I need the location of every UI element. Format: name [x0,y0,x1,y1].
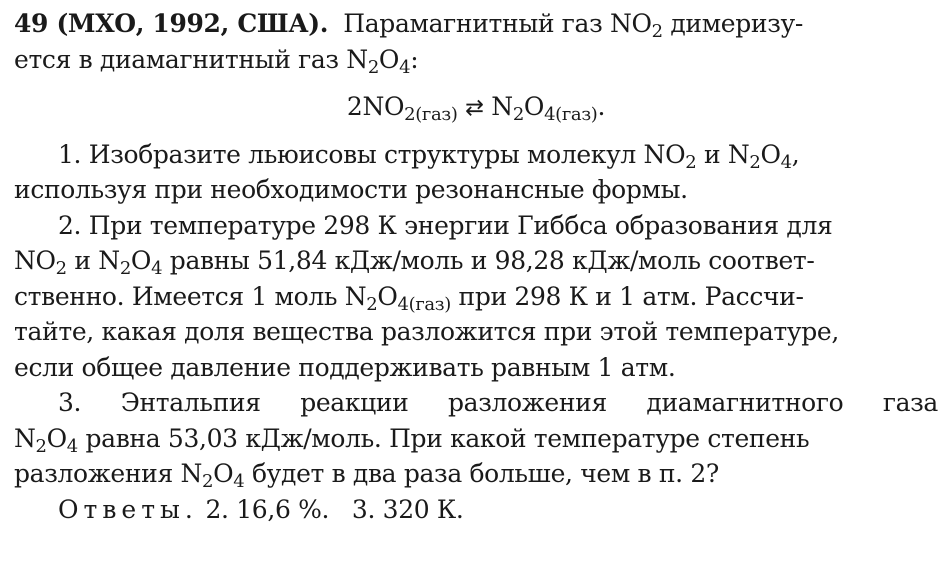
question-2-line-1: 2. При температуре 298 К энергии Гиббса образования для [58,210,833,240]
intro-text-1: Парамагнитный газ $NO_2$ димеризу- [343,9,803,43]
question-3-line-1: 3. Энтальпия реакции разложения диамагнитного газа [58,388,938,417]
question-1-line-1: 1. Изобразите льюисовы структуры молекул $NO_2$ и $N_2O_4$, [58,139,800,173]
question-2-line-5: если общее давление поддерживать равным 1 атм. [14,352,676,382]
question-3-line-3: разложения $N_2O_4$ будет в два раза больше, чем в п. 2? [14,459,719,493]
equilibrium-arrow-icon: ⇄ [465,95,484,121]
question-1-line-2: используя при необходимости резонансные формы. [14,175,688,204]
reaction-equation: $2NO_{2(газ)}$ ⇄ $N_2O_{4(газ)}$. [346,92,606,126]
problem-header: 49 (МХО, 1992, США). [14,9,329,38]
problem-page [14,6,938,527]
answer-2: 2. 16,6 %. [205,494,330,524]
question-2-line-2: $NO_2$ и $N_2O_4$ равны 51,84 кДж/моль и 98,28 кДж/моль соответ- [14,246,815,280]
answers-line [14,492,938,528]
question-2-line-3: ственно. Имеется 1 моль $N_2O_{4(газ)}$ при 298 К и 1 атм. Рассчи- [14,281,804,315]
answer-3: 3. 320 К. [351,494,464,524]
intro-line-1 [14,6,938,42]
question-2-line-4: тайте, какая доля вещества разложится при этой температуре, [14,317,839,346]
question-3-line-2: $N_2O_4$ равна 53,03 кДж/моль. При какой температуре степень [14,423,810,457]
answers-label: Ответы. [58,494,198,524]
intro-line-2: ется в диамагнитный газ $N_2O_4$: [14,44,419,78]
